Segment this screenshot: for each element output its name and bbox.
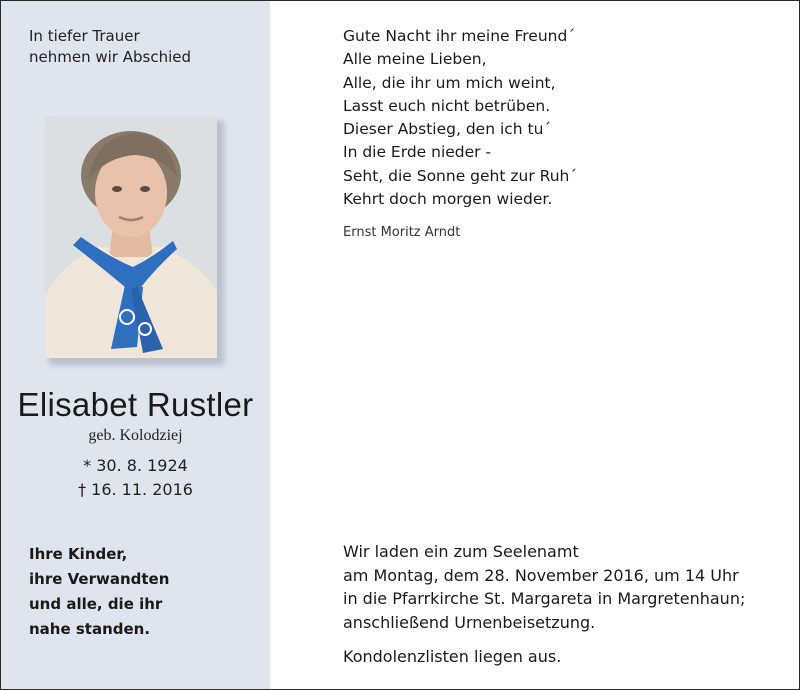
family-line: nahe standen. (29, 620, 151, 638)
family-line: Ihre Kinder, (29, 545, 128, 563)
service-invitation (343, 540, 745, 634)
service-line: Wir laden ein zum Seelenamt (343, 542, 579, 561)
intro-line: In tiefer Trauer (29, 27, 140, 45)
portrait-illustration (45, 117, 217, 358)
poem (343, 25, 577, 211)
poem-line: Seht, die Sonne geht zur Ruh´ (343, 166, 578, 185)
death-date: † 16. 11. 2016 (78, 480, 193, 499)
service-line: in die Pfarrkirche St. Margareta in Margretenhaun; (343, 589, 746, 608)
deceased-name: Elisabet Rustler (17, 386, 254, 423)
poem-line: Gute Nacht ihr meine Freund´ (343, 27, 576, 45)
poem-line: Dieser Abstieg, den ich tu´ (343, 120, 552, 139)
birth-name: geb. Kolodziej (88, 427, 183, 444)
family-line: ihre Verwandten (29, 570, 170, 588)
poem-line: In die Erde nieder - (343, 143, 492, 162)
poem-line: Alle, die ihr um mich weint, (343, 73, 556, 92)
birth-date: * 30. 8. 1924 (83, 456, 188, 475)
poem-line: Kehrt doch morgen wieder. (343, 190, 553, 209)
service-line: am Montag, dem 28. November 2016, um 14 Uhr (343, 565, 739, 585)
poem-line: Lasst euch nicht betrüben. (343, 96, 551, 115)
intro-text (29, 26, 191, 68)
poem-author: Ernst Moritz Arndt (343, 225, 461, 240)
condolence-note: Kondolenzlisten liegen aus. (343, 647, 562, 666)
service-line: anschließend Urnenbeisetzung. (343, 612, 596, 632)
family-line: und alle, die ihr (29, 595, 163, 613)
poem-line: Alle meine Lieben, (343, 50, 487, 69)
intro-line: nehmen wir Abschied (29, 48, 191, 66)
family-signature (29, 542, 169, 642)
portrait-photo (45, 117, 217, 358)
